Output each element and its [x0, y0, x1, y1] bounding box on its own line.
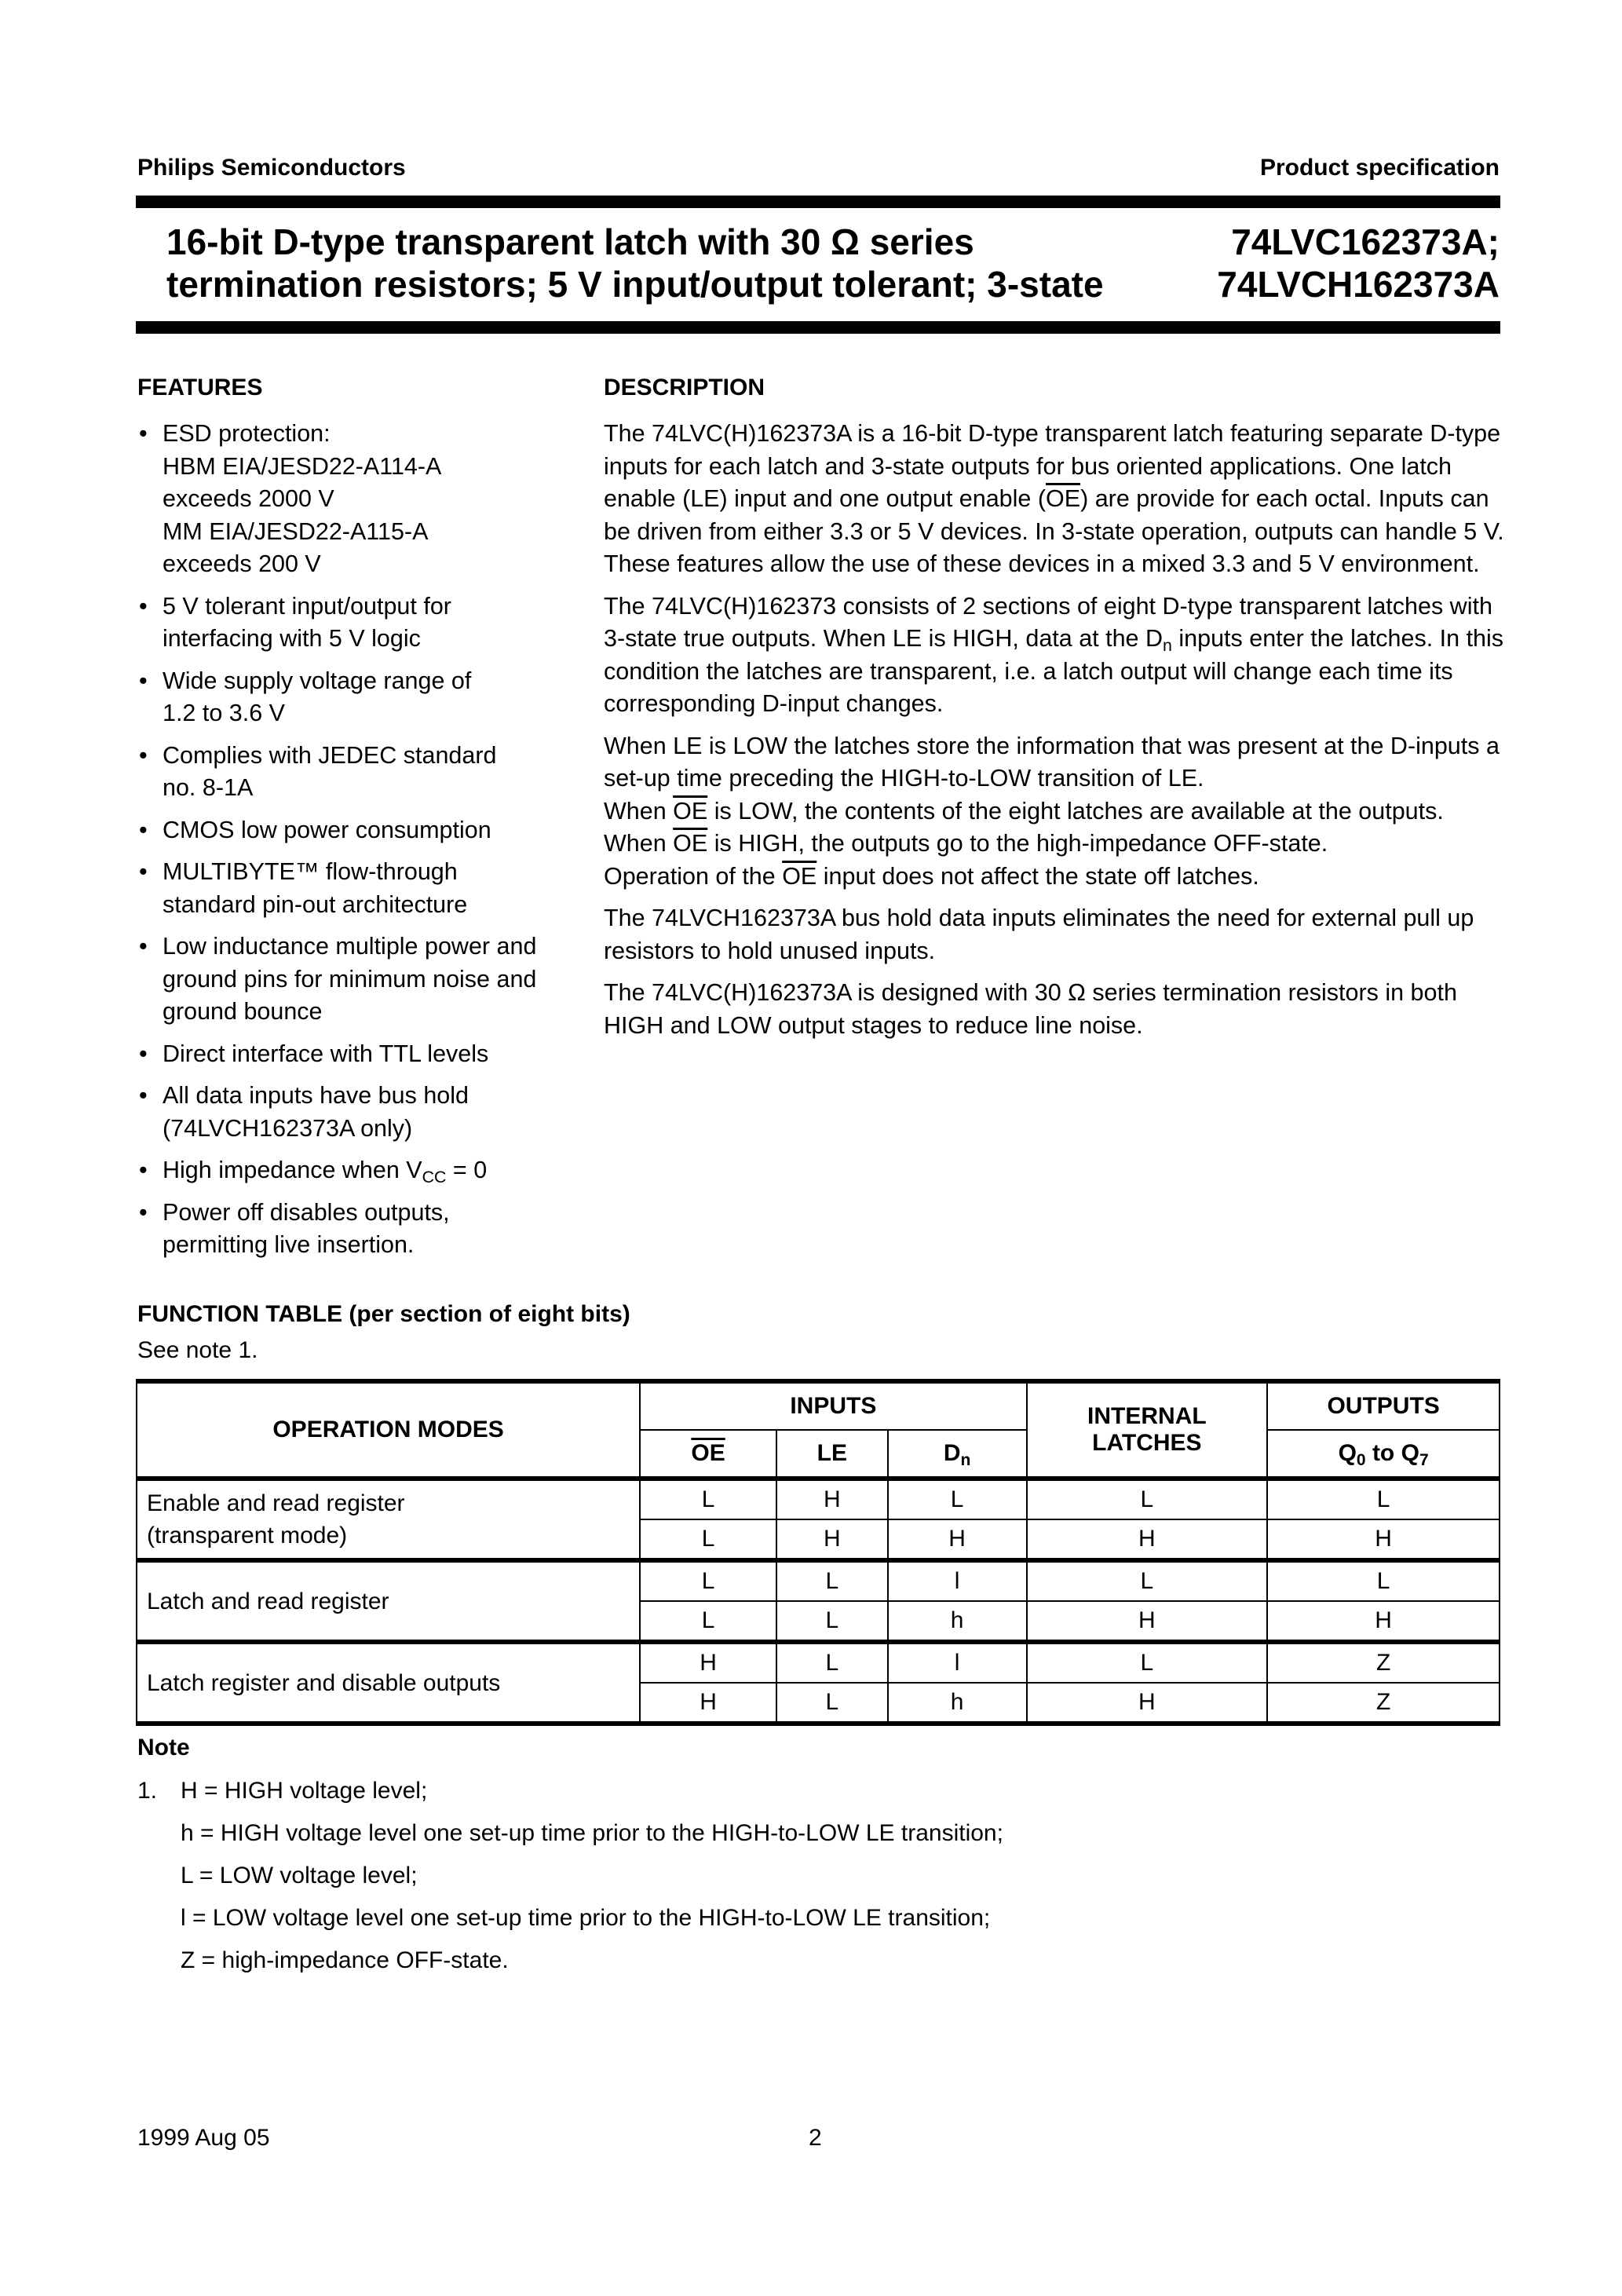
feature-text: All data inputs have bus hold: [163, 1082, 469, 1109]
bullet-icon: •: [139, 420, 148, 447]
document-type: Product specification: [1259, 155, 1500, 181]
header-q0-to-q7: [1267, 1430, 1500, 1479]
text: Q: [1338, 1440, 1357, 1466]
oe-signal: $\overline{OE}$: [673, 797, 708, 824]
header-internal-latches: [1027, 1381, 1268, 1479]
feature-item: [137, 1197, 569, 1262]
header-dn: [888, 1430, 1027, 1479]
cell-oe: H: [640, 1642, 776, 1683]
feature-item: [137, 1154, 569, 1187]
text: input does not affect the state off latches.: [816, 862, 1259, 890]
cell-oe: L: [640, 1519, 776, 1560]
text: The 74LVC(H)162373 consists of 2 sections of eight D-type transparent latches with 3-state true outputs. When LE is HIGH, data at the D: [604, 592, 1492, 652]
feature-text: HBM EIA/JESD22-A114-A: [163, 452, 442, 480]
bullet-icon: •: [139, 1198, 148, 1226]
page-number: 2: [809, 2125, 822, 2151]
company-name: Philips Semiconductors: [137, 155, 406, 181]
header-operation-modes: OPERATION MODES: [137, 1381, 640, 1479]
description-paragraph: [604, 418, 1507, 581]
feature-item: [137, 1080, 569, 1145]
feature-text: 5 V tolerant input/output for: [163, 592, 451, 620]
features-list: [137, 418, 569, 1271]
cell-dn: l: [888, 1560, 1027, 1601]
cell-latch: H: [1027, 1519, 1268, 1560]
table-row: [137, 1642, 1500, 1683]
cell-output: H: [1267, 1601, 1500, 1642]
bullet-icon: •: [139, 1040, 148, 1067]
cell-le: L: [776, 1560, 888, 1601]
cell-latch: H: [1027, 1601, 1268, 1642]
cell-dn: L: [888, 1479, 1027, 1519]
see-note: See note 1.: [137, 1337, 258, 1363]
header-inputs: INPUTS: [640, 1381, 1026, 1430]
feature-text: Complies with JEDEC standard: [163, 741, 497, 769]
text: When LE is LOW the latches store the information that was present at the D-inputs a set-up time preceding the HIGH-to-LOW transition of LE.: [604, 732, 1500, 792]
feature-text: interfacing with 5 V logic: [163, 625, 421, 652]
feature-text: MULTIBYTE™ flow-through: [163, 858, 458, 885]
bullet-icon: •: [139, 667, 148, 694]
oe-signal: $\overline{OE}$: [1045, 485, 1081, 512]
cell-latch: L: [1027, 1560, 1268, 1601]
note-line: [137, 1770, 1003, 1812]
feature-text: CMOS low power consumption: [163, 816, 491, 843]
text: to Q: [1365, 1440, 1419, 1466]
feature-text: standard pin-out architecture: [163, 890, 468, 918]
subscript: n: [1163, 636, 1172, 655]
header-outputs: OUTPUTS: [1267, 1381, 1500, 1430]
bullet-icon: •: [139, 858, 148, 885]
feature-text: Low inductance multiple power and: [163, 933, 537, 960]
feature-text: Direct interface with TTL levels: [163, 1040, 489, 1067]
description-paragraph: [604, 590, 1507, 721]
feature-text: ground pins for minimum noise and: [163, 965, 537, 993]
feature-item: [137, 814, 569, 847]
feature-item: [137, 856, 569, 921]
cell-oe: H: [640, 1683, 776, 1724]
feature-item: [137, 418, 569, 581]
header-le: LE: [776, 1430, 888, 1479]
cell-le: L: [776, 1642, 888, 1683]
feature-text: High impedance when V: [163, 1157, 422, 1183]
feature-text: ground bounce: [163, 998, 323, 1025]
feature-text: 1.2 to 3.6 V: [163, 700, 285, 726]
part-number-2: 74LVCH162373A: [1217, 264, 1500, 305]
bullet-icon: •: [139, 1157, 148, 1183]
subscript: 0: [1356, 1451, 1366, 1469]
text: When: [604, 797, 674, 824]
note-number: 1.: [137, 1778, 158, 1804]
text: is LOW, the contents of the eight latches are available at the outputs.: [707, 797, 1444, 824]
note-list: [137, 1770, 1003, 1982]
text: inputs enter the latches. In this condition the latches are transparent, i.e. a latch output will change each time its corresponding D-input changes.: [604, 625, 1504, 717]
header-rule-bottom: [136, 321, 1500, 334]
cell-le: L: [776, 1683, 888, 1724]
text: ) are provide for each octal. Inputs can be driven from either 3.3 or 5 V devices. In 3-state operation, outputs can handle 5 V. These features allow the use of these devices in a mixed 3.3 and 5 V environment.: [604, 485, 1504, 577]
feature-item: [137, 740, 569, 805]
feature-item: [137, 590, 569, 656]
cell-dn: l: [888, 1642, 1027, 1683]
text: (transparent mode): [147, 1523, 348, 1548]
subscript: CC: [422, 1168, 447, 1186]
feature-text: Power off disables outputs,: [163, 1198, 450, 1226]
cell-latch: L: [1027, 1642, 1268, 1683]
description-paragraph: The 74LVCH162373A bus hold data inputs eliminates the need for external pull up resistors to hold unused inputs.: [604, 905, 1474, 964]
feature-text: (74LVCH162373A only): [163, 1114, 413, 1142]
features-heading: FEATURES: [137, 375, 263, 400]
feature-text: MM EIA/JESD22-A115-A: [163, 517, 429, 545]
oe-signal: $\overline{OE}$: [782, 862, 817, 890]
note-heading: Note: [137, 1735, 190, 1760]
table-row: [137, 1560, 1500, 1601]
mode-cell: [137, 1479, 640, 1560]
mode-cell: Latch register and disable outputs: [137, 1642, 640, 1724]
cell-output: Z: [1267, 1683, 1500, 1724]
description-paragraph: [604, 730, 1507, 894]
cell-oe: L: [640, 1601, 776, 1642]
description-paragraph: The 74LVC(H)162373A is designed with 30 Ω series termination resistors in both HIGH and LOW output stages to reduce line noise.: [604, 979, 1457, 1039]
cell-le: H: [776, 1519, 888, 1560]
feature-text: exceeds 2000 V: [163, 485, 334, 512]
header-oe: [640, 1430, 776, 1479]
note-line: l = LOW voltage level one set-up time prior to the HIGH-to-LOW LE transition;: [181, 1905, 991, 1931]
text: $\overline{OE}$: [691, 1440, 725, 1466]
note-line: h = HIGH voltage level one set-up time prior to the HIGH-to-LOW LE transition;: [181, 1820, 1003, 1846]
cell-latch: H: [1027, 1683, 1268, 1724]
header-rule-top: [136, 196, 1500, 208]
text: LATCHES: [1092, 1430, 1202, 1456]
text: Enable and read register: [147, 1490, 405, 1516]
text: D: [943, 1440, 961, 1466]
cell-output: L: [1267, 1560, 1500, 1601]
text: is HIGH, the outputs go to the high-impedance OFF-state.: [707, 830, 1328, 857]
description-heading: DESCRIPTION: [604, 375, 765, 400]
cell-dn: h: [888, 1601, 1027, 1642]
function-table-title: FUNCTION TABLE (per section of eight bits): [137, 1301, 630, 1327]
cell-output: Z: [1267, 1642, 1500, 1683]
cell-dn: h: [888, 1683, 1027, 1724]
note-line: Z = high-impedance OFF-state.: [181, 1947, 509, 1973]
text: H = HIGH voltage level;: [181, 1778, 428, 1804]
cell-le: L: [776, 1601, 888, 1642]
text: When: [604, 830, 674, 857]
function-table: [136, 1379, 1500, 1726]
description-body: [604, 418, 1507, 1051]
text: INTERNAL: [1087, 1403, 1207, 1429]
footer-date: 1999 Aug 05: [137, 2125, 270, 2151]
text: The 74LVC(H)162373A is a 16-bit D-type transparent latch featuring separate D-type inputs for each latch and 3-state outputs for bus oriented applications. One latch enable (LE) input and one output enable (: [604, 420, 1501, 512]
bullet-icon: •: [139, 592, 148, 620]
cell-output: L: [1267, 1479, 1500, 1519]
bullet-icon: •: [139, 741, 148, 769]
feature-text: ESD protection:: [163, 420, 331, 447]
cell-latch: L: [1027, 1479, 1268, 1519]
feature-item: [137, 1038, 569, 1071]
feature-item: [137, 665, 569, 730]
cell-output: H: [1267, 1519, 1500, 1560]
bullet-icon: •: [139, 933, 148, 960]
bullet-icon: •: [139, 816, 148, 843]
note-line: L = LOW voltage level;: [181, 1863, 418, 1888]
table-row: [137, 1479, 1500, 1519]
feature-text: Wide supply voltage range of: [163, 667, 472, 694]
cell-le: H: [776, 1479, 888, 1519]
text: Operation of the: [604, 862, 783, 890]
subscript: n: [960, 1451, 971, 1469]
part-number-1: 74LVC162373A;: [1231, 221, 1500, 262]
feature-text: = 0: [446, 1157, 488, 1183]
feature-text: no. 8-1A: [163, 774, 254, 801]
title-line-1: 16-bit D-type transparent latch with 30 Ω series: [166, 221, 974, 262]
cell-oe: L: [640, 1479, 776, 1519]
oe-signal: $\overline{OE}$: [673, 830, 708, 857]
bullet-icon: •: [139, 1082, 148, 1109]
feature-text: exceeds 200 V: [163, 550, 321, 577]
cell-dn: H: [888, 1519, 1027, 1560]
cell-oe: L: [640, 1560, 776, 1601]
title-line-2: termination resistors; 5 V input/output tolerant; 3-state: [166, 264, 1104, 305]
subscript: 7: [1419, 1451, 1429, 1469]
feature-item: [137, 930, 569, 1029]
mode-cell: Latch and read register: [137, 1560, 640, 1642]
feature-text: permitting live insertion.: [163, 1231, 415, 1258]
